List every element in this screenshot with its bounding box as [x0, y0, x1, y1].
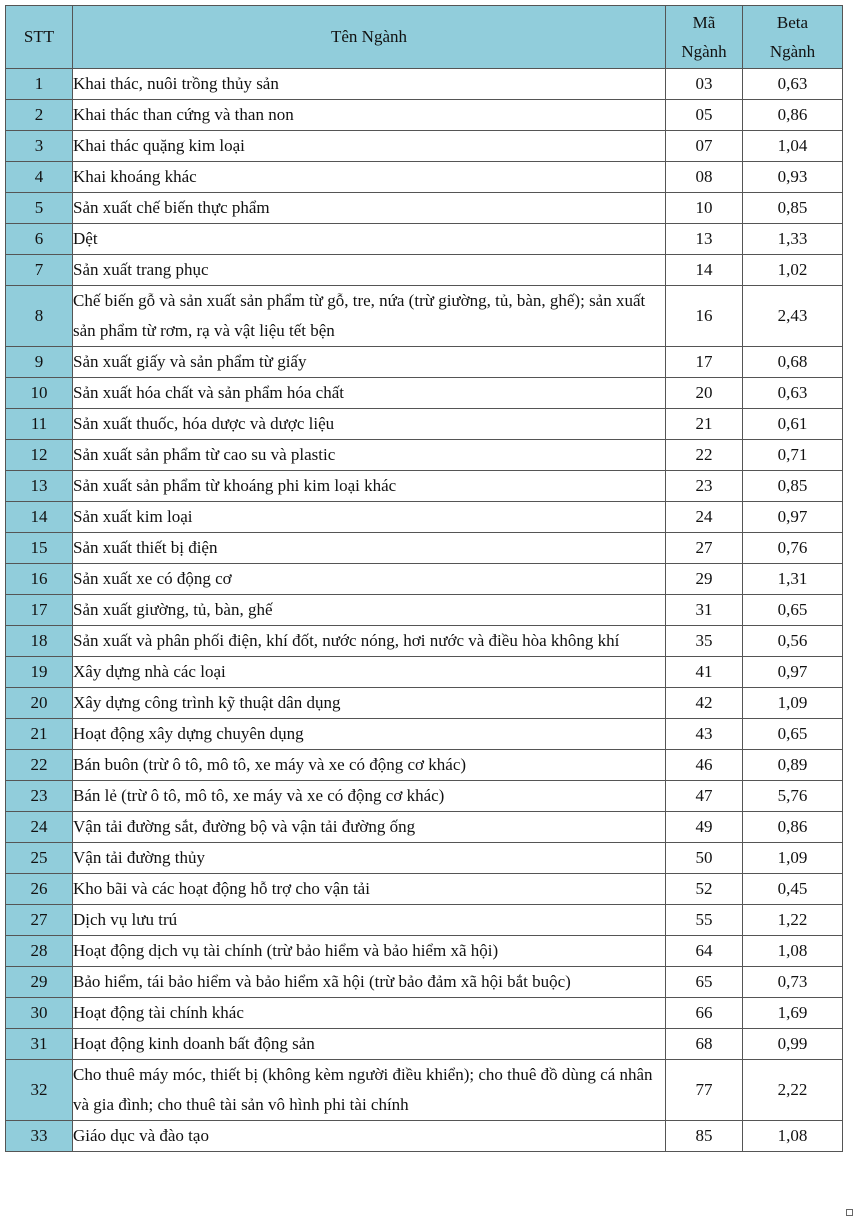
beta-value-cell: 0,63	[743, 378, 843, 409]
stt-cell: 7	[6, 255, 73, 286]
industry-name-cell: Kho bãi và các hoạt động hỗ trợ cho vận tải	[73, 874, 666, 905]
industry-code-cell: 24	[666, 502, 743, 533]
industry-name-cell: Sản xuất sản phẩm từ cao su và plastic	[73, 440, 666, 471]
stt-cell: 11	[6, 409, 73, 440]
stt-cell: 8	[6, 286, 73, 347]
industry-code-cell: 08	[666, 162, 743, 193]
industry-code-cell: 07	[666, 131, 743, 162]
industry-code-cell: 21	[666, 409, 743, 440]
industry-code-cell: 31	[666, 595, 743, 626]
industry-name-cell: Hoạt động tài chính khác	[73, 998, 666, 1029]
industry-name-cell: Sản xuất giường, tủ, bàn, ghế	[73, 595, 666, 626]
beta-value-cell: 0,85	[743, 471, 843, 502]
beta-value-cell: 1,09	[743, 843, 843, 874]
beta-value-cell: 0,86	[743, 100, 843, 131]
stt-cell: 20	[6, 688, 73, 719]
beta-value-cell: 0,99	[743, 1029, 843, 1060]
beta-value-cell: 0,73	[743, 967, 843, 998]
beta-value-cell: 0,76	[743, 533, 843, 564]
stt-cell: 31	[6, 1029, 73, 1060]
stt-cell: 9	[6, 347, 73, 378]
beta-value-cell: 0,65	[743, 595, 843, 626]
beta-value-cell: 0,85	[743, 193, 843, 224]
stt-cell: 15	[6, 533, 73, 564]
table-row	[6, 905, 843, 936]
industry-name-cell: Sản xuất và phân phối điện, khí đốt, nước nóng, hơi nước và điều hòa không khí	[73, 626, 666, 657]
industry-name-cell: Bán buôn (trừ ô tô, mô tô, xe máy và xe có động cơ khác)	[73, 750, 666, 781]
table-row	[6, 347, 843, 378]
industry-code-cell: 42	[666, 688, 743, 719]
table-row	[6, 440, 843, 471]
table-row	[6, 719, 843, 750]
beta-value-cell: 0,61	[743, 409, 843, 440]
table-row	[6, 100, 843, 131]
stt-cell: 4	[6, 162, 73, 193]
table-row	[6, 533, 843, 564]
table-row	[6, 967, 843, 998]
industry-code-cell: 03	[666, 69, 743, 100]
table-row	[6, 224, 843, 255]
industry-name-cell: Khai thác quặng kim loại	[73, 131, 666, 162]
stt-cell: 24	[6, 812, 73, 843]
table-row	[6, 812, 843, 843]
stt-cell: 26	[6, 874, 73, 905]
beta-value-cell: 0,97	[743, 657, 843, 688]
industry-code-cell: 10	[666, 193, 743, 224]
header-beta	[743, 6, 843, 69]
beta-value-cell: 1,02	[743, 255, 843, 286]
beta-value-cell: 0,56	[743, 626, 843, 657]
table-row	[6, 626, 843, 657]
table-row	[6, 502, 843, 533]
beta-value-cell: 5,76	[743, 781, 843, 812]
stt-cell: 28	[6, 936, 73, 967]
industry-name-cell: Khai thác, nuôi trồng thủy sản	[73, 69, 666, 100]
stt-cell: 30	[6, 998, 73, 1029]
industry-code-cell: 52	[666, 874, 743, 905]
industry-name-cell: Sản xuất kim loại	[73, 502, 666, 533]
stt-cell: 23	[6, 781, 73, 812]
stt-cell: 1	[6, 69, 73, 100]
table-row	[6, 69, 843, 100]
stt-cell: 17	[6, 595, 73, 626]
stt-cell: 10	[6, 378, 73, 409]
beta-value-cell: 1,04	[743, 131, 843, 162]
table-row	[6, 255, 843, 286]
industry-code-cell: 64	[666, 936, 743, 967]
header-beta-line1: Beta	[776, 13, 809, 32]
industry-name-cell: Vận tải đường thủy	[73, 843, 666, 874]
header-stt: STT	[6, 6, 73, 69]
industry-name-cell: Cho thuê máy móc, thiết bị (không kèm người điều khiển); cho thuê đồ dùng cá nhân và gia đình; cho thuê tài sản vô hình phi tài chính	[73, 1060, 666, 1121]
header-code-line2: Ngành	[681, 42, 727, 61]
industry-code-cell: 65	[666, 967, 743, 998]
industry-name-cell: Hoạt động kinh doanh bất động sản	[73, 1029, 666, 1060]
stt-cell: 14	[6, 502, 73, 533]
stt-cell: 22	[6, 750, 73, 781]
header-name: Tên Ngành	[73, 6, 666, 69]
table-row	[6, 688, 843, 719]
industry-beta-table	[5, 5, 843, 1152]
beta-value-cell: 0,63	[743, 69, 843, 100]
table-row	[6, 471, 843, 502]
beta-value-cell: 2,43	[743, 286, 843, 347]
table-header	[6, 6, 843, 69]
industry-code-cell: 20	[666, 378, 743, 409]
stt-cell: 2	[6, 100, 73, 131]
stt-cell: 19	[6, 657, 73, 688]
beta-value-cell: 2,22	[743, 1060, 843, 1121]
industry-code-cell: 47	[666, 781, 743, 812]
industry-code-cell: 16	[666, 286, 743, 347]
industry-code-cell: 17	[666, 347, 743, 378]
table-row	[6, 409, 843, 440]
header-code	[666, 6, 743, 69]
header-beta-line2: Ngành	[769, 42, 816, 61]
table-row	[6, 874, 843, 905]
table-row	[6, 657, 843, 688]
table-row	[6, 193, 843, 224]
table-row	[6, 936, 843, 967]
industry-name-cell: Chế biến gỗ và sản xuất sản phẩm từ gỗ, tre, nứa (trừ giường, tủ, bàn, ghế); sản xuất sản phẩm từ rơm, rạ và vật liệu tết bện	[73, 286, 666, 347]
stt-cell: 16	[6, 564, 73, 595]
stt-cell: 12	[6, 440, 73, 471]
industry-code-cell: 05	[666, 100, 743, 131]
industry-code-cell: 85	[666, 1121, 743, 1152]
industry-name-cell: Sản xuất hóa chất và sản phẩm hóa chất	[73, 378, 666, 409]
industry-code-cell: 41	[666, 657, 743, 688]
industry-name-cell: Xây dựng công trình kỹ thuật dân dụng	[73, 688, 666, 719]
beta-value-cell: 1,09	[743, 688, 843, 719]
industry-code-cell: 49	[666, 812, 743, 843]
stt-cell: 5	[6, 193, 73, 224]
beta-value-cell: 1,31	[743, 564, 843, 595]
industry-name-cell: Sản xuất chế biến thực phẩm	[73, 193, 666, 224]
table-row	[6, 750, 843, 781]
stt-cell: 18	[6, 626, 73, 657]
industry-name-cell: Xây dựng nhà các loại	[73, 657, 666, 688]
table-row	[6, 595, 843, 626]
industry-code-cell: 22	[666, 440, 743, 471]
industry-code-cell: 77	[666, 1060, 743, 1121]
stt-cell: 25	[6, 843, 73, 874]
beta-value-cell: 1,08	[743, 1121, 843, 1152]
beta-value-cell: 0,71	[743, 440, 843, 471]
industry-code-cell: 27	[666, 533, 743, 564]
stt-cell: 29	[6, 967, 73, 998]
table-row	[6, 1121, 843, 1152]
table-row	[6, 1060, 843, 1121]
beta-value-cell: 0,65	[743, 719, 843, 750]
stt-cell: 13	[6, 471, 73, 502]
industry-name-cell: Sản xuất thuốc, hóa dược và dược liệu	[73, 409, 666, 440]
industry-code-cell: 66	[666, 998, 743, 1029]
industry-name-cell: Dệt	[73, 224, 666, 255]
industry-name-cell: Sản xuất thiết bị điện	[73, 533, 666, 564]
header-code-line1: Mã	[692, 13, 716, 32]
industry-code-cell: 23	[666, 471, 743, 502]
industry-code-cell: 43	[666, 719, 743, 750]
table-row	[6, 564, 843, 595]
industry-code-cell: 35	[666, 626, 743, 657]
industry-code-cell: 14	[666, 255, 743, 286]
industry-name-cell: Hoạt động xây dựng chuyên dụng	[73, 719, 666, 750]
stt-cell: 32	[6, 1060, 73, 1121]
table-row	[6, 781, 843, 812]
table-row	[6, 378, 843, 409]
beta-value-cell: 0,93	[743, 162, 843, 193]
table-row	[6, 286, 843, 347]
beta-value-cell: 0,89	[743, 750, 843, 781]
table-body	[6, 69, 843, 1152]
industry-code-cell: 29	[666, 564, 743, 595]
beta-value-cell: 1,22	[743, 905, 843, 936]
table-row	[6, 1029, 843, 1060]
stt-cell: 6	[6, 224, 73, 255]
beta-value-cell: 0,86	[743, 812, 843, 843]
industry-name-cell: Vận tải đường sắt, đường bộ và vận tải đường ống	[73, 812, 666, 843]
industry-name-cell: Giáo dục và đào tạo	[73, 1121, 666, 1152]
industry-code-cell: 13	[666, 224, 743, 255]
industry-name-cell: Khai khoáng khác	[73, 162, 666, 193]
industry-name-cell: Dịch vụ lưu trú	[73, 905, 666, 936]
table-row	[6, 843, 843, 874]
stt-cell: 3	[6, 131, 73, 162]
stt-cell: 27	[6, 905, 73, 936]
table-row	[6, 998, 843, 1029]
industry-name-cell: Sản xuất sản phẩm từ khoáng phi kim loại khác	[73, 471, 666, 502]
industry-name-cell: Hoạt động dịch vụ tài chính (trừ bảo hiểm và bảo hiểm xã hội)	[73, 936, 666, 967]
industry-code-cell: 55	[666, 905, 743, 936]
industry-name-cell: Bán lẻ (trừ ô tô, mô tô, xe máy và xe có động cơ khác)	[73, 781, 666, 812]
stt-cell: 21	[6, 719, 73, 750]
beta-value-cell: 1,08	[743, 936, 843, 967]
beta-value-cell: 0,68	[743, 347, 843, 378]
beta-value-cell: 1,33	[743, 224, 843, 255]
beta-value-cell: 0,45	[743, 874, 843, 905]
industry-name-cell: Bảo hiểm, tái bảo hiểm và bảo hiểm xã hội (trừ bảo đảm xã hội bắt buộc)	[73, 967, 666, 998]
table-row	[6, 162, 843, 193]
industry-code-cell: 46	[666, 750, 743, 781]
industry-name-cell: Sản xuất xe có động cơ	[73, 564, 666, 595]
industry-name-cell: Sản xuất trang phục	[73, 255, 666, 286]
industry-name-cell: Khai thác than cứng và than non	[73, 100, 666, 131]
stt-cell: 33	[6, 1121, 73, 1152]
table-row	[6, 131, 843, 162]
industry-code-cell: 68	[666, 1029, 743, 1060]
beta-value-cell: 0,97	[743, 502, 843, 533]
industry-name-cell: Sản xuất giấy và sản phẩm từ giấy	[73, 347, 666, 378]
beta-value-cell: 1,69	[743, 998, 843, 1029]
industry-code-cell: 50	[666, 843, 743, 874]
end-marker	[846, 1209, 853, 1216]
